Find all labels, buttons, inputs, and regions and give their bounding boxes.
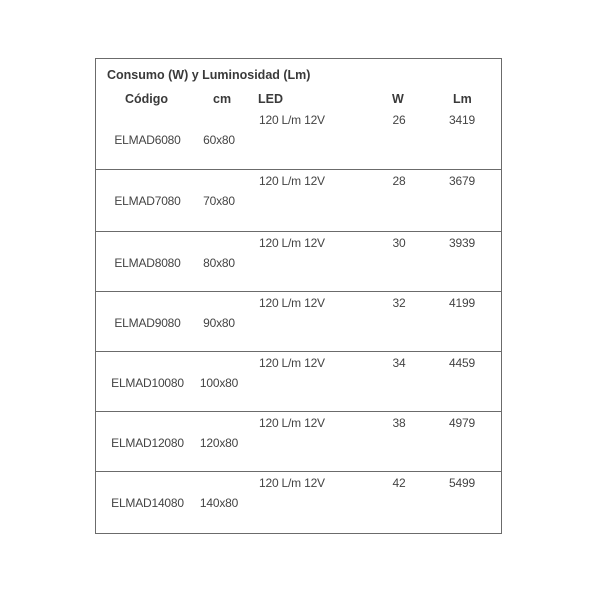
cell-cm: 140x80 <box>199 496 239 510</box>
cell-codigo: ELMAD14080 <box>111 496 184 510</box>
table-row <box>96 169 501 229</box>
table-row <box>96 351 501 411</box>
cell-w: 28 <box>392 174 406 188</box>
table-row <box>96 291 501 351</box>
header-codigo: Código <box>125 92 169 106</box>
cell-cm: 80x80 <box>203 256 235 270</box>
header-cm: cm <box>213 92 232 106</box>
table-row <box>96 411 501 471</box>
cell-led: 120 L/m 12V <box>259 296 325 310</box>
cell-cm: 70x80 <box>203 194 235 208</box>
cell-w: 42 <box>392 476 406 490</box>
header-w: W <box>392 92 404 106</box>
cell-cm: 60x80 <box>203 133 235 147</box>
cell-w: 34 <box>392 356 406 370</box>
cell-cm: 100x80 <box>199 376 239 390</box>
table-row <box>96 471 501 531</box>
cell-led: 120 L/m 12V <box>259 416 325 430</box>
cell-lm: 4459 <box>449 356 475 370</box>
cell-led: 120 L/m 12V <box>259 113 325 127</box>
cell-lm: 3419 <box>449 113 475 127</box>
cell-codigo: ELMAD9080 <box>114 316 181 330</box>
cell-codigo: ELMAD6080 <box>114 133 181 147</box>
cell-w: 38 <box>392 416 406 430</box>
cell-led: 120 L/m 12V <box>259 236 325 250</box>
header-lm: Lm <box>453 92 472 106</box>
cell-cm: 120x80 <box>199 436 239 450</box>
cell-led: 120 L/m 12V <box>259 476 325 490</box>
cell-lm: 4979 <box>449 416 475 430</box>
table-row <box>96 231 501 291</box>
cell-led: 120 L/m 12V <box>259 174 325 188</box>
cell-w: 30 <box>392 236 406 250</box>
cell-codigo: ELMAD7080 <box>114 194 181 208</box>
specs-table <box>95 58 502 534</box>
table-title: Consumo (W) y Luminosidad (Lm) <box>107 68 311 82</box>
cell-codigo: ELMAD8080 <box>114 256 181 270</box>
cell-lm: 3939 <box>449 236 475 250</box>
cell-lm: 4199 <box>449 296 475 310</box>
header-led: LED <box>258 92 283 106</box>
cell-w: 32 <box>392 296 406 310</box>
cell-w: 26 <box>392 113 406 127</box>
cell-lm: 5499 <box>449 476 475 490</box>
cell-led: 120 L/m 12V <box>259 356 325 370</box>
cell-cm: 90x80 <box>203 316 235 330</box>
table-row <box>96 109 501 169</box>
cell-codigo: ELMAD10080 <box>111 376 184 390</box>
cell-lm: 3679 <box>449 174 475 188</box>
cell-codigo: ELMAD12080 <box>111 436 184 450</box>
